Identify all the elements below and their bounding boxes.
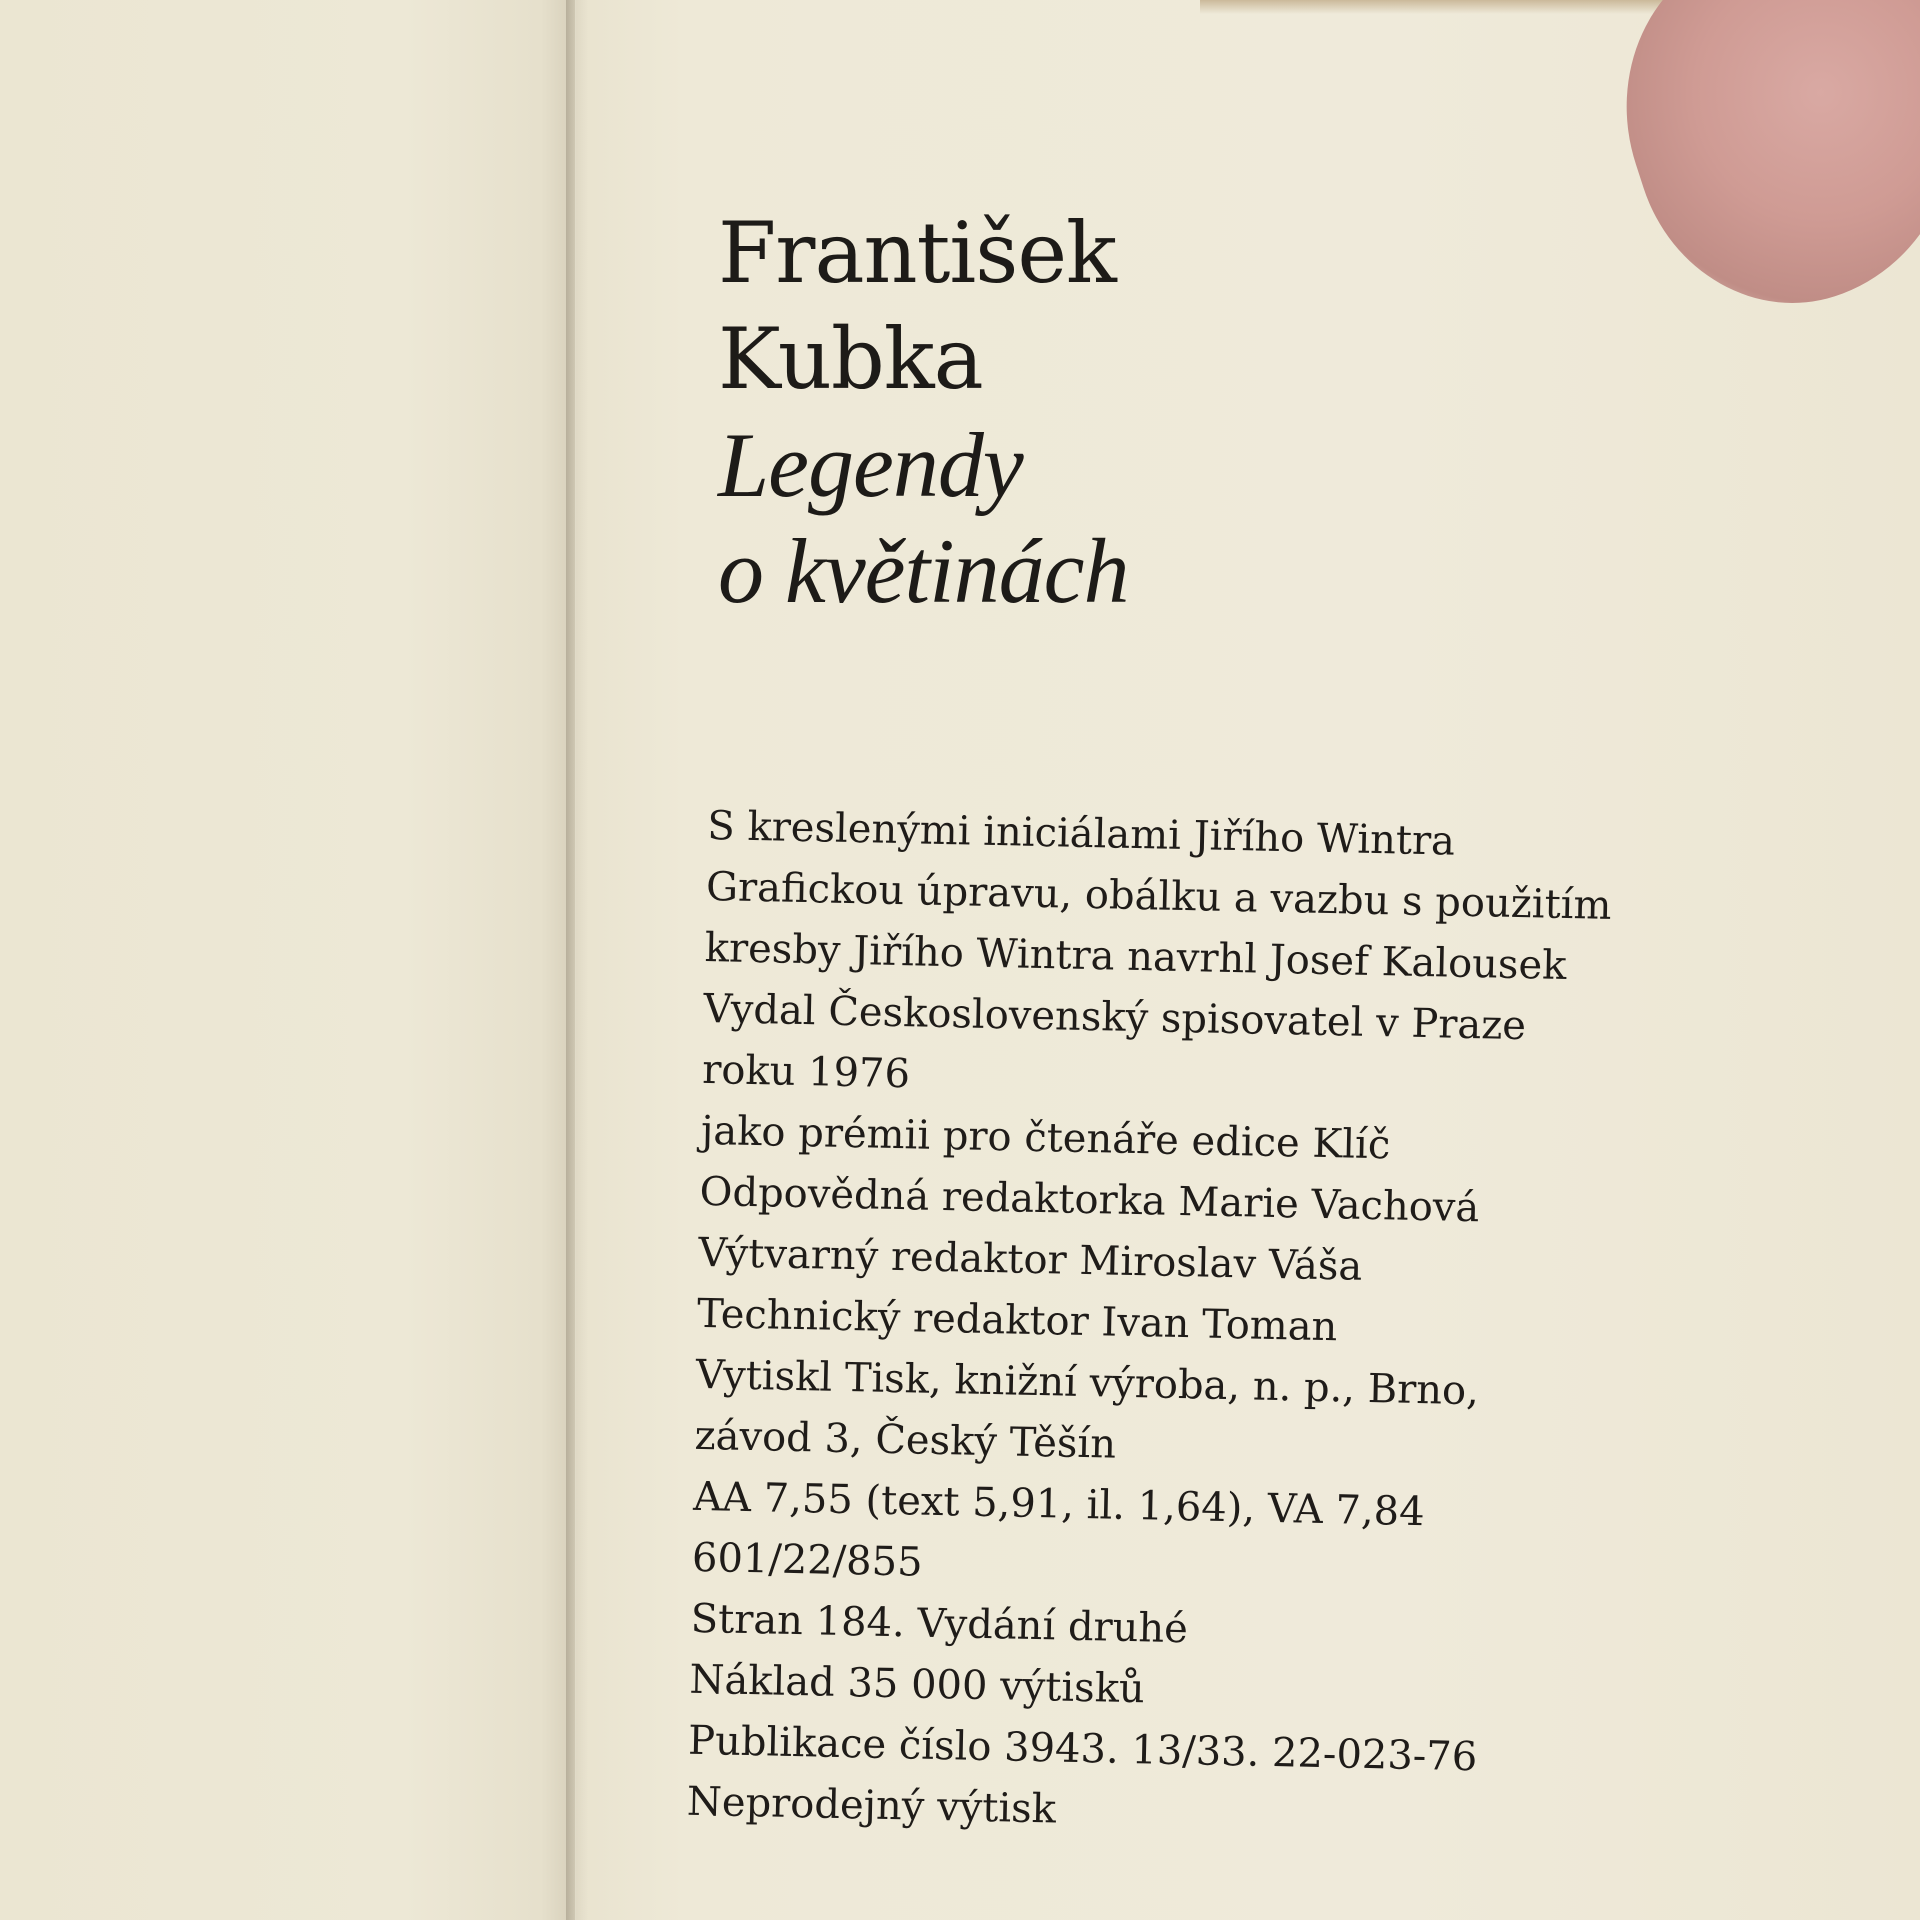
colophon-pages-edition: Stran 184. Vydání druhé: [690, 1595, 1189, 1653]
page-edge: [1200, 0, 1720, 14]
colophon-year: roku 1976: [701, 1046, 911, 1098]
colophon-illustrations: S kreslenými iniciálami Jiřího Wintra: [706, 802, 1456, 865]
colophon-publication-number: Publikace číslo 3943. 13/33. 22-023-76: [687, 1717, 1478, 1781]
colophon-code: 601/22/855: [691, 1534, 924, 1586]
book-gutter: [566, 0, 588, 1920]
colophon-technical-editor: Technický redaktor Ivan Toman: [696, 1290, 1338, 1351]
colophon-art-editor: Výtvarný redaktor Miroslav Váša: [697, 1229, 1363, 1290]
book-title-line-1: Legendy: [718, 414, 1023, 516]
colophon-editor: Odpovědná redaktorka Marie Vachová: [699, 1168, 1480, 1232]
colophon-print-run: Náklad 35 000 výtisků: [689, 1656, 1146, 1713]
author-last-name: Kubka: [718, 310, 983, 408]
colophon-publisher: Vydal Československý spisovatel v Praze: [703, 985, 1527, 1050]
book-title-line-2: o květinách: [718, 520, 1129, 622]
colophon-design-2: kresby Jiřího Wintra navrhl Josef Kalousek: [704, 924, 1567, 990]
author-first-name: František: [718, 204, 1116, 302]
colophon-not-for-sale: Neprodejný výtisk: [686, 1778, 1057, 1833]
left-blank-page: [0, 0, 575, 1920]
colophon-design-1: Grafickou úpravu, obálku a vazbu s použitím: [705, 863, 1612, 929]
colophon-printer-1: Vytiskl Tisk, knižní výroba, n. p., Brno,: [695, 1351, 1480, 1415]
title-block: [718, 200, 1128, 624]
colophon: [686, 796, 1613, 1852]
colophon-printer-2: závod 3, Český Těšín: [694, 1412, 1117, 1468]
colophon-sheets: AA 7,55 (text 5,91, il. 1,64), VA 7,84: [692, 1473, 1426, 1536]
colophon-premium: jako prémii pro čtenáře edice Klíč: [700, 1107, 1391, 1169]
